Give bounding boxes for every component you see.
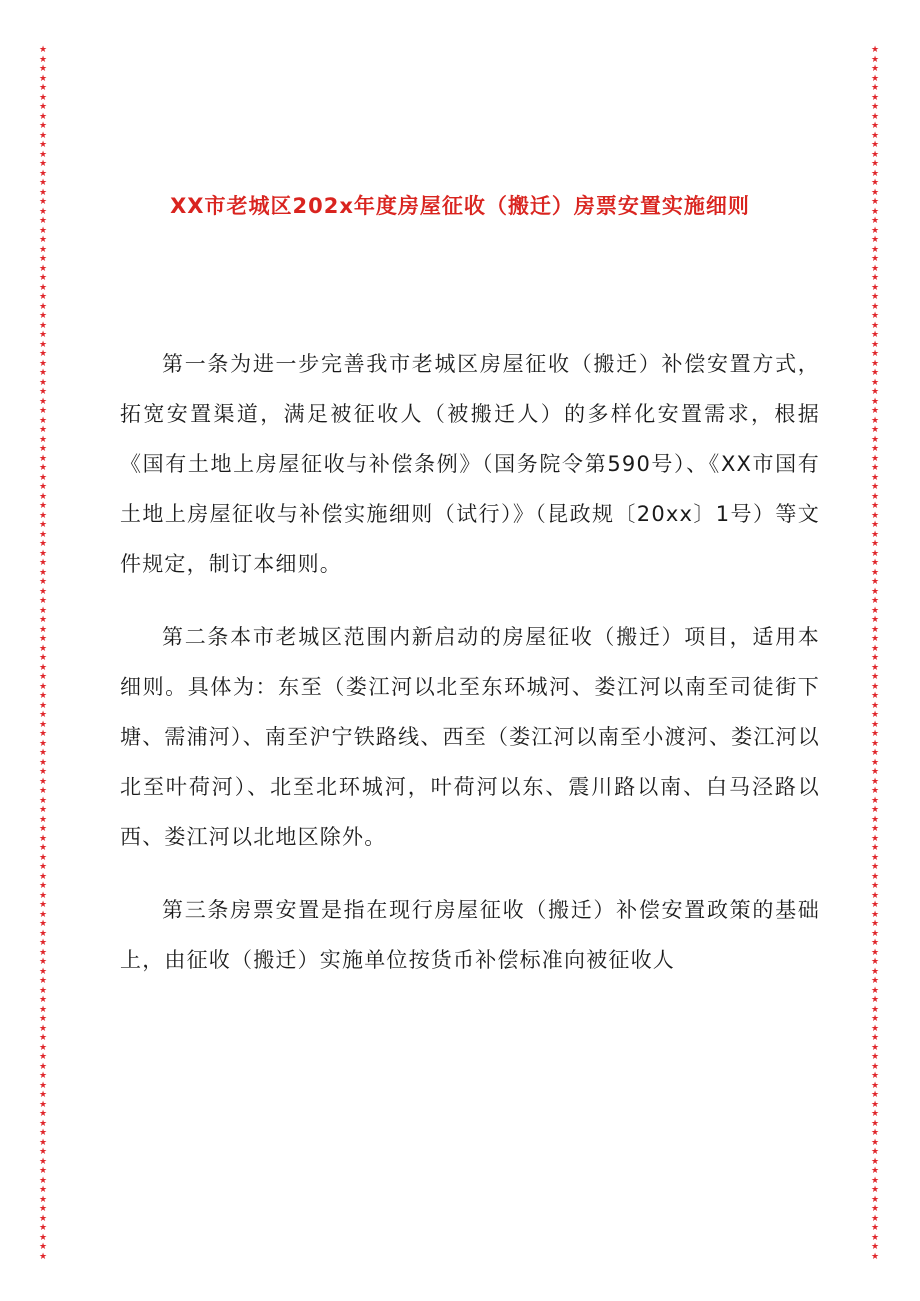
document-title: XX市老城区202x年度房屋征收（搬迁）房票安置实施细则 [170,194,750,218]
article-2-paragraph: 第二条本市老城区范围内新启动的房屋征收（搬迁）项目，适用本细则。具体为：东至（娄江河以北至东环城河、娄江河以南至司徒街下塘、需浦河）、南至沪宁铁路线、西至（娄江河以南至小渡河、娄江河以北至叶荷河）、北至北环城河，叶荷河以东、震川路以南、白马泾路以西、娄江河以北地区除外。 [120,625,820,849]
article-1-paragraph: 第一条为进一步完善我市老城区房屋征收（搬迁）补偿安置方式，拓宽安置渠道，满足被征收人（被搬迁人）的多样化安置需求，根据《国有土地上房屋征收与补偿条例》（国务院令第590号）、《XX市国有土地上房屋征收与补偿实施细则（试行）》（昆政规〔20xx〕1号）等文件规定，制订本细则。 [120,352,820,576]
left-star-border: ★★★★★★★★★★★★★★★★★★★★★★★★★★★★★★★★★★★★★★★★★★★★★★★★★★★★★★★★★★★★★★★★★★★★★★★★★★★★★★★★★★★★★★★★★★★★★★★★★★★★★★★★★★★★★★★★★★★★★★★★★★★★★★★★ [38,45,48,1262]
document-body [120,339,820,1008]
right-star-border: ★★★★★★★★★★★★★★★★★★★★★★★★★★★★★★★★★★★★★★★★★★★★★★★★★★★★★★★★★★★★★★★★★★★★★★★★★★★★★★★★★★★★★★★★★★★★★★★★★★★★★★★★★★★★★★★★★★★★★★★★★★★★★★★★ [870,45,880,1262]
article-3-paragraph: 第三条房票安置是指在现行房屋征收（搬迁）补偿安置政策的基础上，由征收（搬迁）实施单位按货币补偿标准向被征收人 [120,898,820,972]
